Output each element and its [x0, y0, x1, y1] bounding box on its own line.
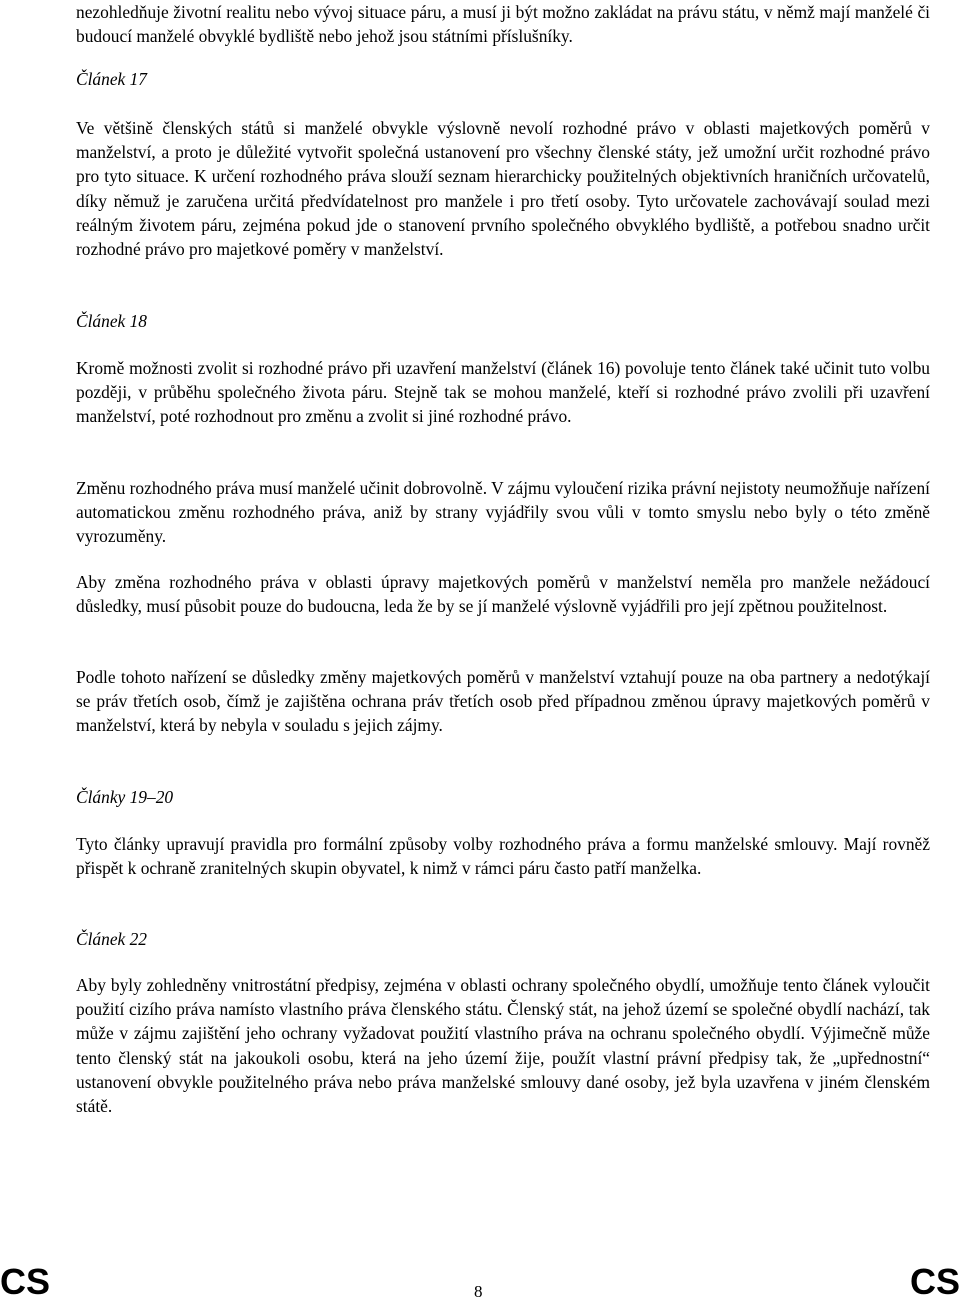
heading-article-22: Článek 22	[76, 929, 147, 949]
page-number: 8	[474, 1282, 483, 1301]
heading-article-18: Článek 18	[76, 311, 147, 331]
paragraph-article-18-b: Změnu rozhodného práva musí manželé učinit dobrovolně. V zájmu vyloučení rizika právní nejistoty neumožňuje nařízení automatickou změnu rozhodného práva, aniž by strany vyjádřily svou vůli v tomto smyslu nebo byly o této změně vyrozuměny.	[76, 478, 930, 547]
heading-articles-19-20: Články 19–20	[76, 787, 174, 807]
paragraph-article-18-d: Podle tohoto nařízení se důsledky změny majetkových poměrů v manželství vztahují pouze na oba partnery a nedotýkají se práv třetích osob, čímž je zajištěna ochrana práv třetích osob před případnou změnou úpravy majetkových poměrů v manželství, která by nebyla v souladu s jejich zájmy.	[76, 667, 930, 736]
paragraph-article-18-c: Aby změna rozhodného práva v oblasti úpravy majetkových poměrů v manželství neměla pro manžele nežádoucí důsledky, musí působit pouze do budoucna, leda že by se jí manželé výslovně vyjádřili pro její zpětnou použitelnost.	[76, 572, 930, 617]
footer-language-left: CS	[0, 1261, 51, 1302]
footer-language-right: CS	[909, 1261, 960, 1302]
paragraph-article-17: Ve většině členských států si manželé obvykle výslovně nevolí rozhodné právo v oblasti majetkových poměrů v manželství, a proto je důležité vytvořit společná ustanovení pro všechny členské státy, jež umožní určit rozhodné právo pro tyto situace. K určení rozhodného práva slouží seznam hierarchicky použitelných objektivních hraničních určovatelů, díky němuž je zaručena určitá předvídatelnost pro manžele i pro třetí osoby. Tyto určovatele zachovávají soulad mezi reálným životem páru, zejména pokud jde o stanovení prvního společného obvyklého bydliště, a potřebou snadno určit rozhodné právo pro majetkové poměry v manželství.	[76, 118, 930, 260]
paragraph-articles-19-20: Tyto články upravují pravidla pro formální způsoby volby rozhodného práva a formu manželské smlouvy. Mají rovněž přispět k ochraně zranitelných skupin obyvatel, k nimž v rámci páru často patří manželka.	[76, 834, 930, 879]
paragraph-article-18-a: Kromě možnosti zvolit si rozhodné právo při uzavření manželství (článek 16) povoluje tento článek také učinit tuto volbu později, v průběhu společného života páru. Stejně tak se mohou manželé, kteří si rozhodné právo zvolili při uzavření manželství, poté rozhodnout pro změnu a zvolit si jiné rozhodné právo.	[76, 358, 930, 427]
paragraph-article-22: Aby byly zohledněny vnitrostátní předpisy, zejména v oblasti ochrany společného obydlí, umožňuje tento článek vyloučit použití cizího práva namísto vlastního práva členského státu. Členský stát, na jehož území se společné obydlí nachází, tak může v zájmu zajištění jeho ochrany vyžadovat použití vlastního práva na ochranu společného obydlí. Výjimečně může tento členský stát na jakoukoli osobu, která na jeho území žije, použít vlastní právní předpisy tak, že „upřednostní“ ustanovení obvykle použitelného práva nebo práva manželské smlouvy dané osoby, jež byla uzavřena v jiném členském státě.	[76, 975, 930, 1117]
heading-article-17: Článek 17	[76, 69, 147, 89]
paragraph-intro: nezohledňuje životní realitu nebo vývoj situace páru, a musí ji být možno zakládat na právu státu, v němž mají manželé či budoucí manželé obvyklé bydliště nebo jehož jsou státními příslušníky.	[76, 2, 930, 47]
